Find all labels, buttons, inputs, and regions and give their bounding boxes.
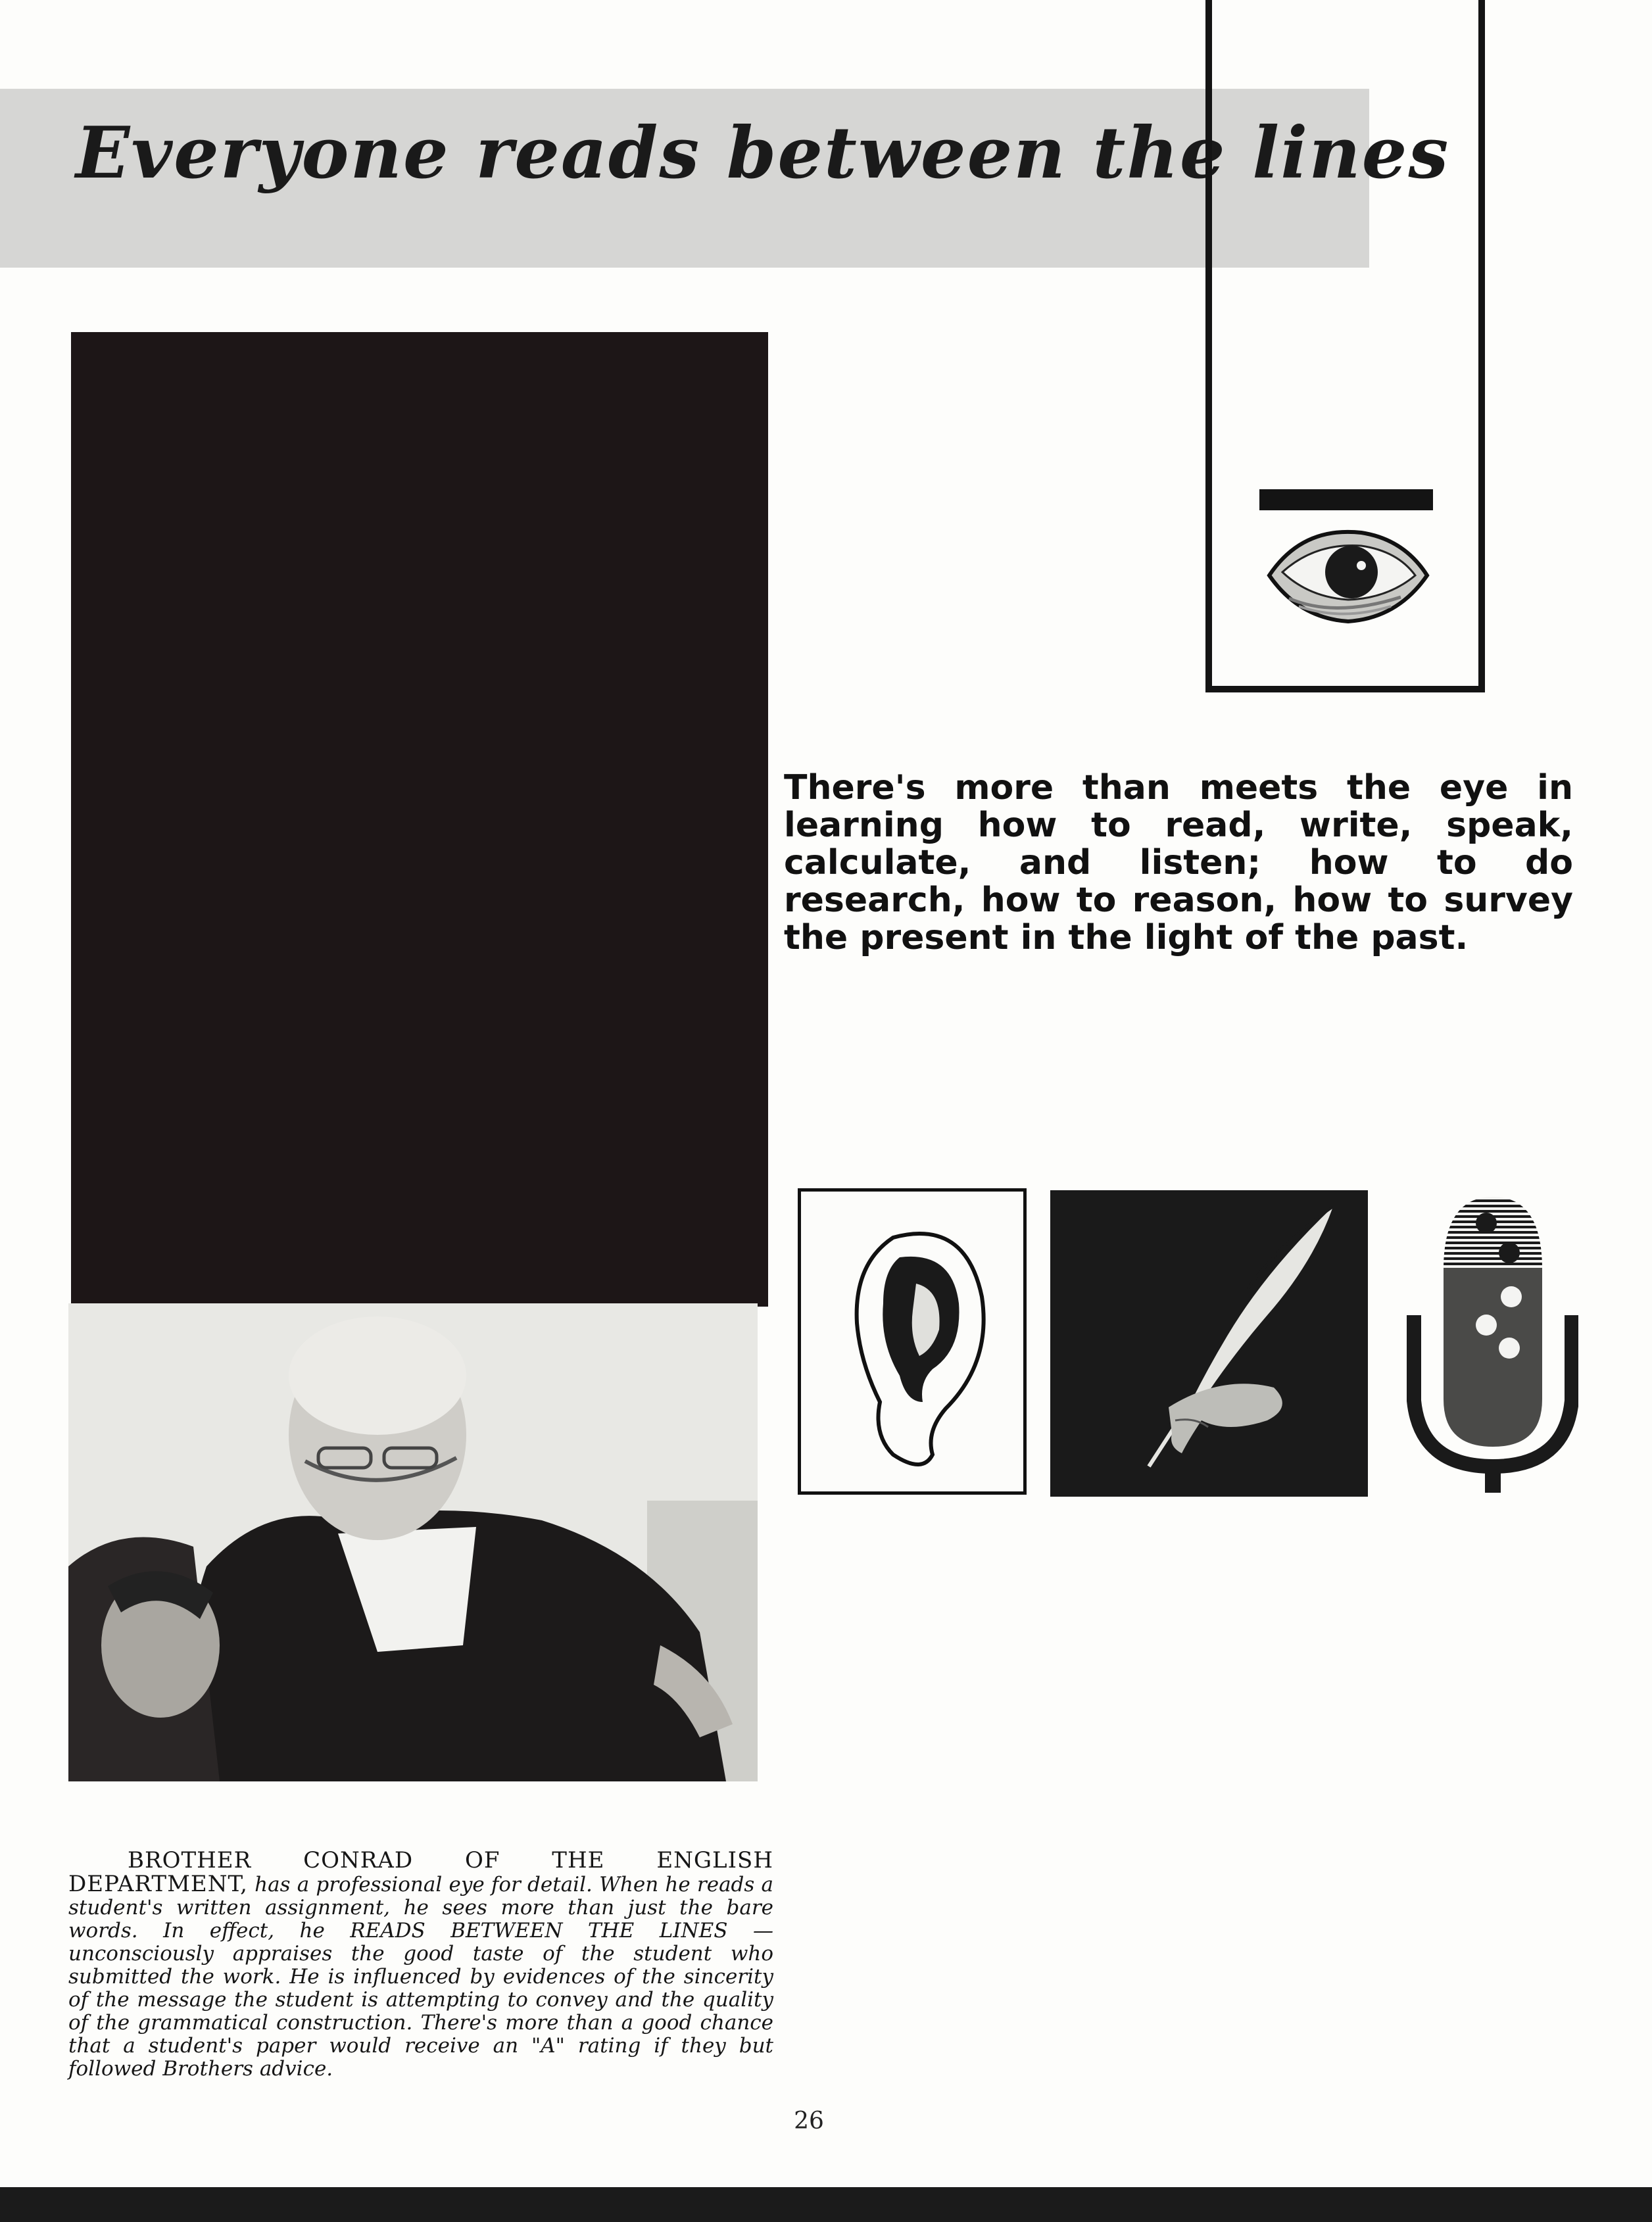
microphone-icon <box>1394 1184 1578 1506</box>
ear-icon <box>801 1192 1023 1491</box>
eye-icon <box>1263 519 1434 631</box>
photo-caption <box>68 1849 773 2081</box>
page-title: Everyone reads between the lines <box>76 112 1450 195</box>
caption-body: has a professional eye for detail. When he reads a student's written assignment, he sees more than just the bare words. In effect, he READS BETWEEN THE LINES — unconsciously appraises the good taste of the student who submitted the work. He is influenced by evidences of the sincerity of the message the student is attempting to convey and the quality of the grammatical construction. There's more than a good chance that a student's paper would receive an "A" rating if they but followed Brothers advice. <box>68 1873 773 2081</box>
eye-bar <box>1259 489 1433 510</box>
quill-pen-icon <box>1050 1190 1368 1497</box>
photo-brother-conrad <box>68 1303 758 1781</box>
ear-tile <box>798 1188 1027 1495</box>
page-number: 26 <box>794 2108 824 2135</box>
photo-dark-background <box>71 332 768 1307</box>
caption-lead-in: BROTHER CONRAD OF THE ENGLISH DEPARTMENT, <box>68 1847 773 1897</box>
lead-paragraph: There's more than meets the eye in learning how to read, write, speak, calculate, and listen; how to do research, how to reason, how to survey the present in the light of the past. <box>784 768 1573 957</box>
quill-tile <box>1050 1190 1368 1497</box>
bottom-edge <box>0 2187 1652 2222</box>
